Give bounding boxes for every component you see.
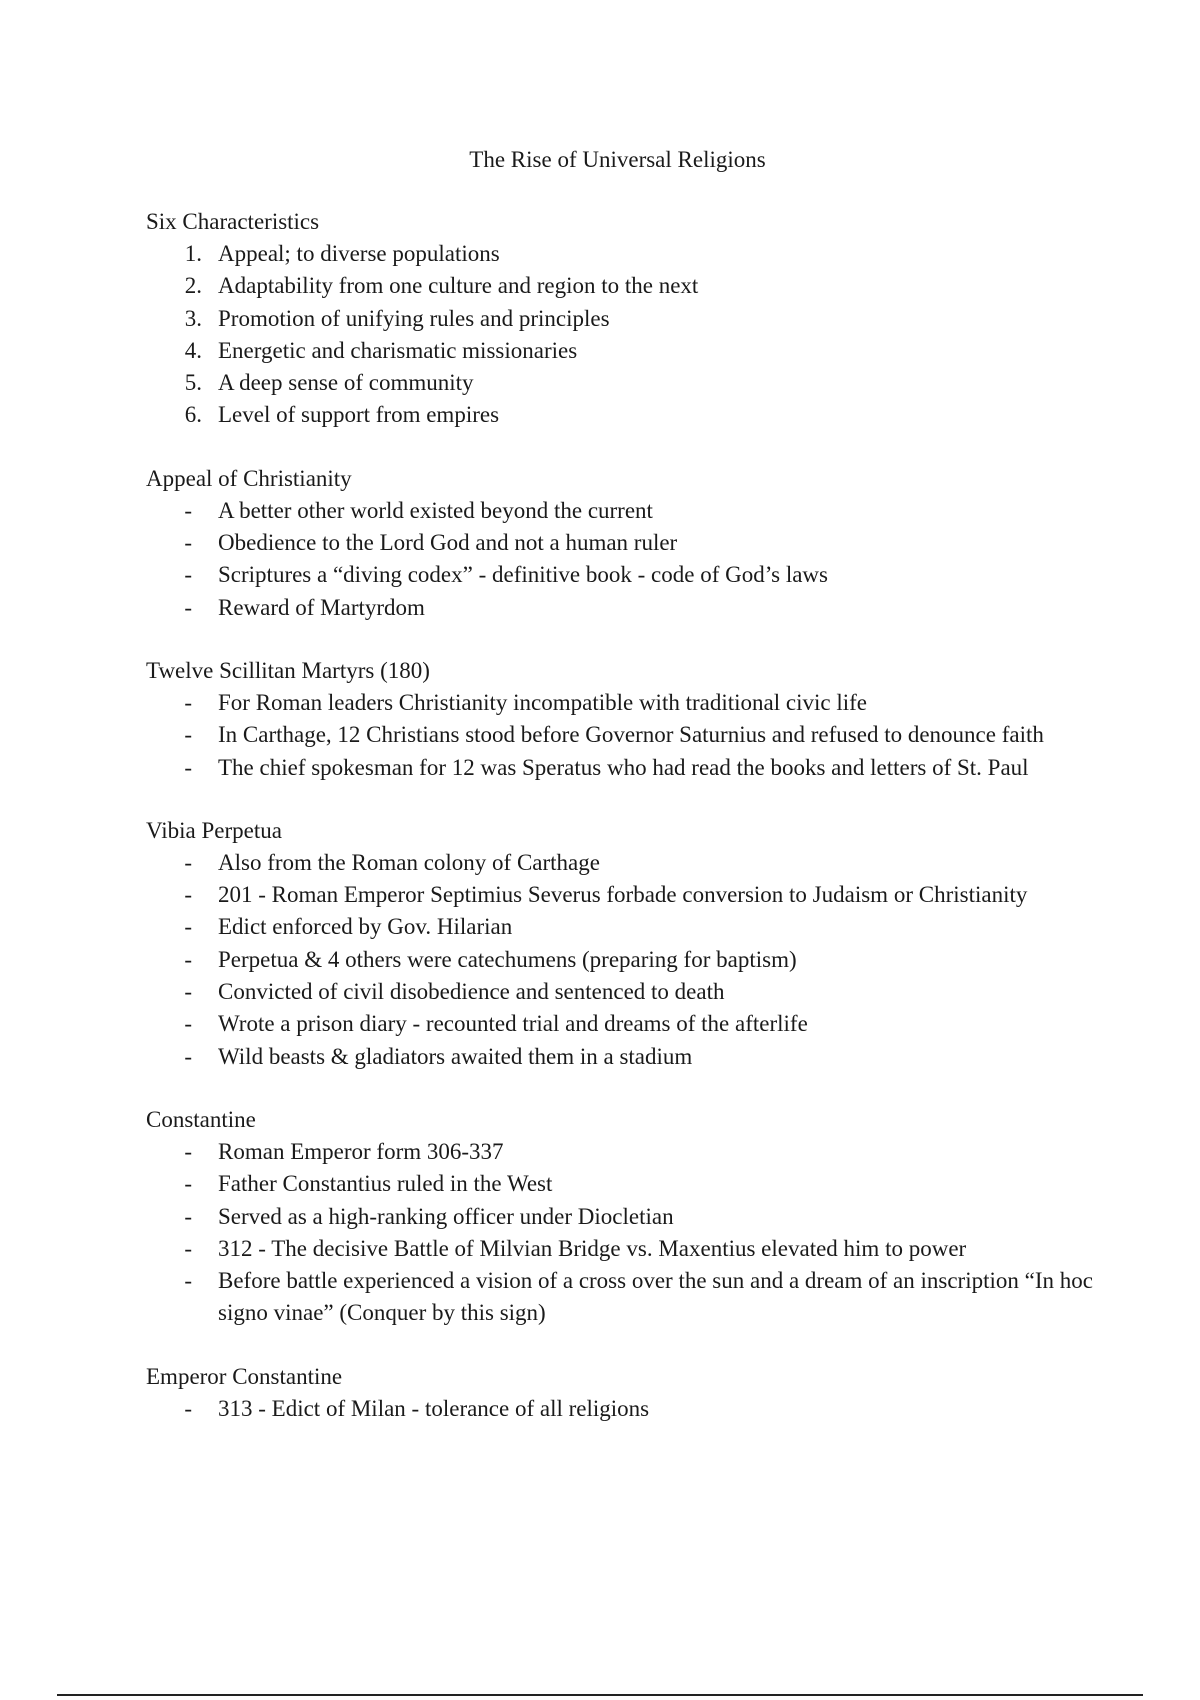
section-heading: Vibia Perpetua bbox=[146, 817, 282, 843]
list-item-text: The chief spokesman for 12 was Speratus who had read the books and letters of St. Paul bbox=[218, 754, 1029, 780]
list-item-text: Edict enforced by Gov. Hilarian bbox=[218, 914, 513, 940]
section-twelve-scillitan-martyrs bbox=[146, 655, 1146, 784]
list-item bbox=[146, 976, 1146, 1008]
list-item bbox=[146, 879, 1146, 911]
list-item-text: Before battle experienced a vision of a cross over the sun and a dream of an inscription “In hoc signo vinae” (Conquer by this sign) bbox=[218, 1268, 1093, 1326]
section-heading: Emperor Constantine bbox=[146, 1363, 343, 1389]
dash-bullet: - bbox=[184, 1171, 192, 1197]
list-item bbox=[146, 719, 1146, 751]
list-item bbox=[146, 1136, 1146, 1168]
dash-bullet: - bbox=[184, 882, 192, 908]
section-heading: Six Characteristics bbox=[146, 209, 320, 234]
dash-bullet: - bbox=[184, 1268, 192, 1294]
dash-bullet: - bbox=[184, 1043, 192, 1069]
list-item-text: Wrote a prison diary - recounted trial and dreams of the afterlife bbox=[218, 1011, 808, 1037]
dash-bullet: - bbox=[184, 1011, 192, 1037]
section-constantine bbox=[146, 1104, 1146, 1330]
list-item-text: Served as a high-ranking officer under Diocletian bbox=[218, 1203, 674, 1229]
list-item bbox=[146, 687, 1146, 719]
list-item-text: For Roman leaders Christianity incompatible with traditional civic life bbox=[218, 689, 867, 715]
dash-bullet: - bbox=[184, 1395, 192, 1421]
list-item-text: Convicted of civil disobedience and sentenced to death bbox=[218, 979, 725, 1005]
list-item-text: Promotion of unifying rules and principles bbox=[218, 305, 610, 331]
dash-bullet: - bbox=[184, 1138, 192, 1164]
list-item-text: Perpetua & 4 others were catechumens (preparing for baptism) bbox=[218, 946, 797, 972]
list-item bbox=[146, 1265, 1118, 1330]
dash-bullet: - bbox=[184, 1235, 192, 1261]
list-number: 6. bbox=[184, 402, 202, 428]
list-number: 2. bbox=[184, 273, 202, 299]
list-item-text: Father Constantius ruled in the West bbox=[218, 1171, 553, 1197]
list-item bbox=[146, 238, 1146, 270]
dash-bullet: - bbox=[184, 914, 192, 940]
list-item bbox=[146, 270, 1146, 302]
list-item-text: Reward of Martyrdom bbox=[218, 594, 425, 620]
list-item-text: 313 - Edict of Milan - tolerance of all religions bbox=[218, 1395, 650, 1421]
list-item-text: Level of support from empires bbox=[218, 402, 500, 428]
section-heading: Appeal of Christianity bbox=[146, 465, 352, 491]
list-item bbox=[146, 367, 1146, 399]
list-item-text: 201 - Roman Emperor Septimius Severus forbade conversion to Judaism or Christianity bbox=[218, 882, 1028, 908]
list-item bbox=[146, 847, 1146, 879]
list-item bbox=[146, 1233, 1146, 1265]
dash-bullet: - bbox=[184, 530, 192, 556]
list-item bbox=[146, 1393, 1146, 1425]
bullet-list bbox=[146, 495, 1146, 624]
list-item-text: Wild beasts & gladiators awaited them in a stadium bbox=[218, 1043, 693, 1069]
list-item bbox=[146, 527, 1146, 559]
list-item bbox=[146, 752, 1146, 784]
dash-bullet: - bbox=[184, 594, 192, 620]
document-title: The Rise of Universal Religions bbox=[469, 147, 766, 172]
document-body bbox=[146, 206, 1146, 1425]
list-item-text: Obedience to the Lord God and not a human ruler bbox=[218, 530, 678, 556]
list-item-text: Also from the Roman colony of Carthage bbox=[218, 849, 600, 875]
bullet-list bbox=[146, 847, 1146, 1073]
list-item bbox=[146, 911, 1146, 943]
numbered-list bbox=[146, 238, 1146, 432]
dash-bullet: - bbox=[184, 722, 192, 748]
dash-bullet: - bbox=[184, 1203, 192, 1229]
list-number: 4. bbox=[184, 337, 202, 363]
section-heading: Twelve Scillitan Martyrs (180) bbox=[146, 657, 430, 683]
bullet-list bbox=[146, 687, 1146, 784]
list-item-text: A better other world existed beyond the current bbox=[218, 497, 653, 523]
section-heading: Constantine bbox=[146, 1106, 256, 1132]
dash-bullet: - bbox=[184, 946, 192, 972]
list-item-text: In Carthage, 12 Christians stood before Governor Saturnius and refused to denounce faith bbox=[218, 722, 1044, 748]
list-item bbox=[146, 592, 1146, 624]
dash-bullet: - bbox=[184, 754, 192, 780]
list-item bbox=[146, 495, 1146, 527]
dash-bullet: - bbox=[184, 979, 192, 1005]
list-item bbox=[146, 944, 1146, 976]
page-bottom-divider bbox=[57, 1694, 1143, 1696]
list-item bbox=[146, 559, 1146, 591]
list-item-text: 312 - The decisive Battle of Milvian Bridge vs. Maxentius elevated him to power bbox=[218, 1235, 967, 1261]
list-item-text: Appeal; to diverse populations bbox=[218, 241, 500, 266]
list-item bbox=[146, 1041, 1146, 1073]
list-number: 5. bbox=[184, 370, 202, 396]
bullet-list bbox=[146, 1136, 1146, 1330]
list-item-text: A deep sense of community bbox=[218, 370, 474, 396]
section-vibia-perpetua bbox=[146, 815, 1146, 1073]
list-number: 3. bbox=[184, 305, 202, 331]
section-appeal-of-christianity bbox=[146, 463, 1146, 624]
list-item bbox=[146, 303, 1146, 335]
dash-bullet: - bbox=[184, 689, 192, 715]
list-item-text: Roman Emperor form 306-337 bbox=[218, 1138, 504, 1164]
list-item bbox=[146, 335, 1146, 367]
list-item-text: Energetic and charismatic missionaries bbox=[218, 337, 578, 363]
dash-bullet: - bbox=[184, 849, 192, 875]
dash-bullet: - bbox=[184, 562, 192, 588]
section-six-characteristics bbox=[146, 206, 1146, 432]
list-item bbox=[146, 1201, 1146, 1233]
list-item-text: Scriptures a “diving codex” - definitive book - code of God’s laws bbox=[218, 562, 828, 588]
list-item bbox=[146, 1168, 1146, 1200]
list-item bbox=[146, 399, 1146, 431]
list-number: 1. bbox=[184, 241, 202, 266]
section-emperor-constantine bbox=[146, 1361, 1146, 1425]
list-item bbox=[146, 1008, 1146, 1040]
dash-bullet: - bbox=[184, 497, 192, 523]
bullet-list bbox=[146, 1393, 1146, 1425]
list-item-text: Adaptability from one culture and region to the next bbox=[218, 273, 699, 299]
